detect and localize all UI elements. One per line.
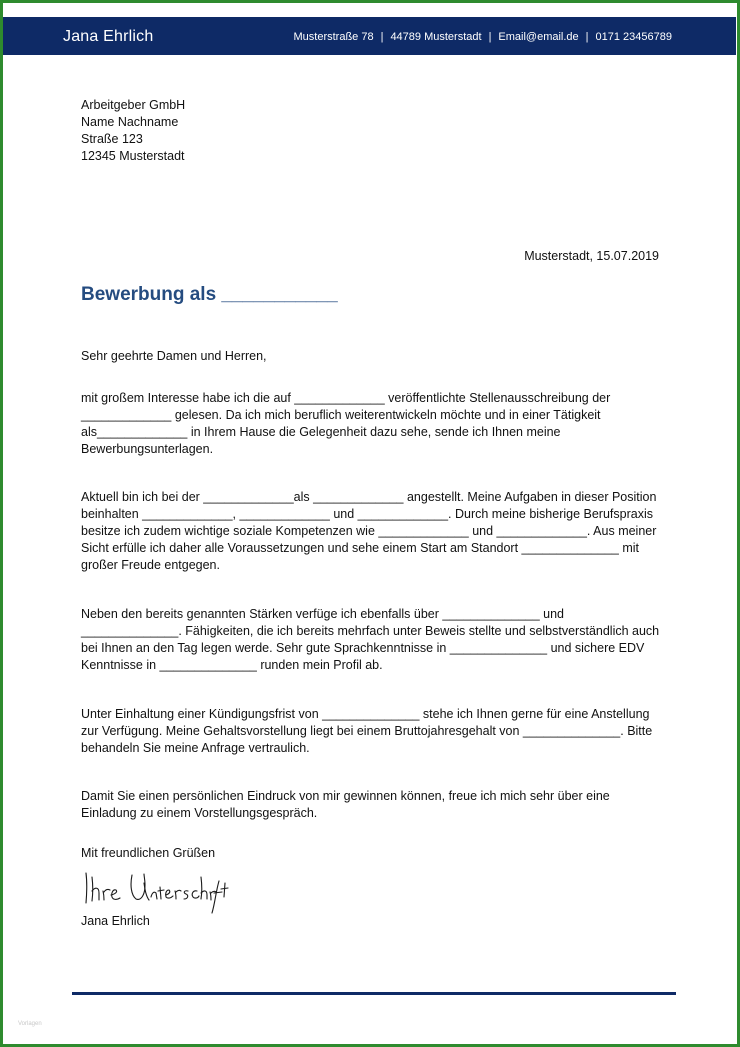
- sender-name: Jana Ehrlich: [63, 28, 154, 45]
- recipient-city: 12345 Musterstadt: [81, 149, 185, 163]
- watermark-text: Vorlagen: [18, 1021, 42, 1027]
- closing-phrase: Mit freundlichen Grüßen: [81, 846, 216, 860]
- recipient-contact: Name Nachname: [81, 115, 179, 129]
- letterhead-bar: [3, 17, 736, 55]
- sender-phone: 0171 23456789: [595, 31, 672, 43]
- separator: |: [488, 31, 492, 43]
- body-paragraph: Damit Sie einen persönlichen Eindruck von mir gewinnen können, freue ich mich sehr über eine Einladung zu einem Vorstellungsgespräch.: [81, 789, 610, 820]
- body-paragraph: mit großem Interesse habe ich die auf _____________ veröffentlichte Stellenausschreibung der _____________ gelesen. Da ich mich beruflich weiterentwickeln möchte und in einer Tätigkeit als_____________ in Ihrem Hause die Gelegenheit dazu sehe, sende ich Ihnen meine Bewerbungsunterlagen.: [81, 391, 611, 456]
- footer-divider: [72, 992, 676, 995]
- sender-city: 44789 Musterstadt: [390, 31, 482, 43]
- handwritten-signature: [80, 863, 230, 919]
- salutation: Sehr geehrte Damen und Herren,: [81, 349, 267, 363]
- letter-date: Musterstadt, 15.07.2019: [524, 249, 659, 263]
- signer-name: Jana Ehrlich: [81, 914, 150, 928]
- body-paragraph: Neben den bereits genannten Stärken verfüge ich ebenfalls über ______________ und ______________. Fähigkeiten, die ich bereits mehrfach unter Beweis stellte und selbstverständlich auch bei Ihnen an den Tag legen werde. Sehr gute Sprachkenntnisse in ______________ und sichere EDV Kenntnisse in ______________ runden mein Profil ab.: [81, 607, 660, 672]
- body-paragraph: Aktuell bin ich bei der _____________als _____________ angestellt. Meine Aufgaben in dieser Position beinhalten _____________, _____________ und _____________. Durch meine bisherige Berufspraxis besitze ich zudem wichtige soziale Kompetenzen wie _____________ und _____________. Aus meiner Sicht erfülle ich daher alle Voraussetzungen und sehe einem Start am Standort ______________ mit großer Freude entgegen.: [81, 490, 657, 572]
- recipient-street: Straße 123: [81, 132, 143, 146]
- separator: |: [380, 31, 384, 43]
- recipient-address: [81, 97, 185, 165]
- separator: |: [585, 31, 589, 43]
- recipient-company: Arbeitgeber GmbH: [81, 98, 186, 112]
- body-paragraph: Unter Einhaltung einer Kündigungsfrist von ______________ stehe ich Ihnen gerne für eine Anstellung zur Verfügung. Meine Gehaltsvorstellung liegt bei einem Bruttojahresgehalt von ______________. Bitte behandeln Sie meine Anfrage vertraulich.: [81, 707, 653, 755]
- letter-subject: Bewerbung als ___________: [81, 284, 338, 305]
- sender-street: Musterstraße 78: [293, 31, 374, 43]
- sender-contact: [293, 31, 672, 43]
- sender-email: Email@email.de: [498, 31, 579, 43]
